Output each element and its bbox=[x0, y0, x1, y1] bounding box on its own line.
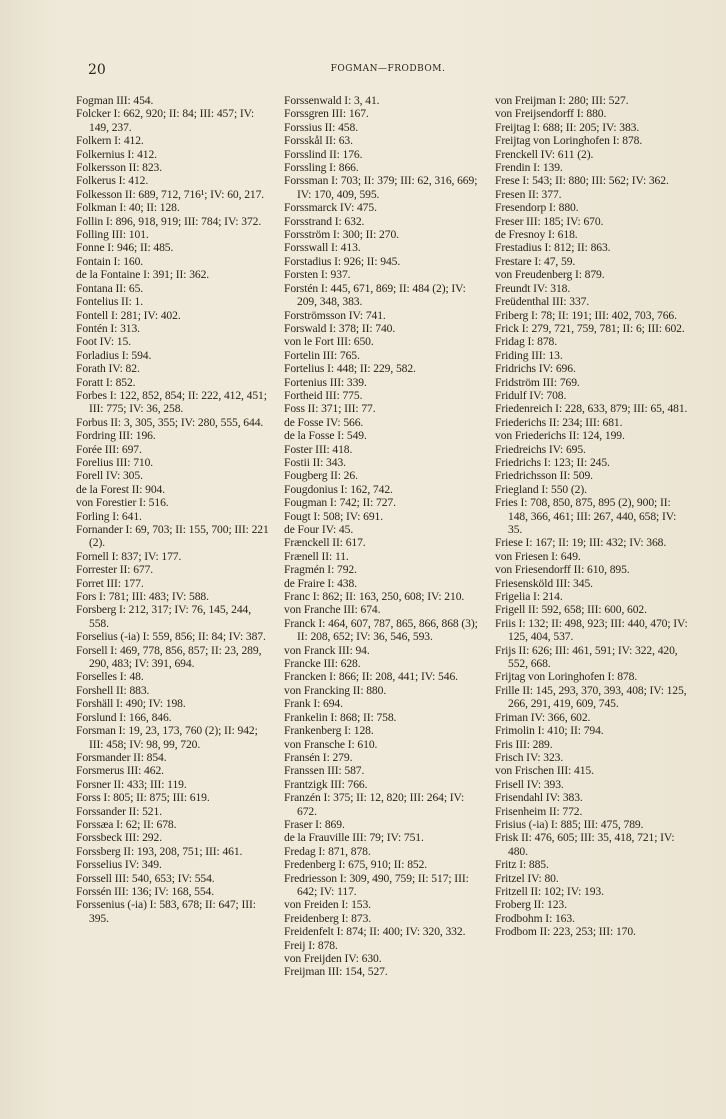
index-entry: Fougdonius I: 162, 742. bbox=[284, 482, 393, 496]
index-entry: Fonne I: 946; II: 485. bbox=[76, 241, 174, 255]
index-entry: von Freijsendorff I: 880. bbox=[495, 107, 607, 121]
index-entry: Frestadius I: 812; II: 863. bbox=[495, 241, 611, 255]
index-entry: Forstén I: 445, 671, 869; II: 484 (2); IV: 209, 348, 383. bbox=[284, 281, 466, 309]
index-entry: Fridag I: 878. bbox=[495, 335, 558, 349]
index-entry: Friederichs II: 234; III: 681. bbox=[495, 415, 623, 429]
index-entry: von le Fort III: 650. bbox=[284, 335, 374, 349]
index-entry: Forsell I: 469, 778, 856, 857; II: 23, 289, 290, 483; IV: 391, 694. bbox=[76, 643, 262, 671]
index-column-2 bbox=[284, 94, 480, 979]
index-entry: Forssén III: 136; IV: 168, 554. bbox=[76, 884, 215, 898]
index-entry: Fredenberg I: 675, 910; II: 852. bbox=[284, 858, 428, 872]
index-entry: Folkersson II: 823. bbox=[76, 161, 163, 175]
index-entry: Frijs II: 626; III: 461, 591; IV: 322, 420, 552, 668. bbox=[495, 643, 678, 671]
index-entry: de la Frauville III: 79; IV: 751. bbox=[284, 831, 424, 845]
index-entry: Friberg I: 78; II: 191; III: 402, 703, 766. bbox=[495, 308, 677, 322]
page-header bbox=[88, 62, 688, 78]
index-entry: Friding III: 13. bbox=[495, 348, 563, 362]
index-entry: Fortheid III: 775. bbox=[284, 388, 363, 402]
index-entry: Folling III: 101. bbox=[76, 228, 149, 242]
index-entry: Forsström I: 300; II: 270. bbox=[284, 228, 399, 242]
index-entry: Freij I: 878. bbox=[284, 938, 338, 952]
index-entry: Franzén I: 375; II: 12, 820; III: 264; IV: 672. bbox=[284, 791, 465, 818]
index-entry: de Fosse IV: 566. bbox=[284, 415, 364, 429]
index-entry: Forath IV: 82. bbox=[76, 362, 140, 376]
index-entry: Fragmén I: 792. bbox=[284, 563, 357, 577]
index-entry: Freijtag I: 688; II: 205; IV: 383. bbox=[495, 120, 640, 134]
index-entry: Fransén I: 279. bbox=[284, 750, 353, 764]
index-entry: de la Fosse I: 549. bbox=[284, 429, 367, 443]
index-entry: de Four IV: 45. bbox=[284, 523, 354, 536]
index-entry: Frick I: 279, 721, 759, 781; II: 6; III: 602. bbox=[495, 321, 685, 335]
index-entry: Fougberg II: 26. bbox=[284, 469, 358, 483]
page-number: 20 bbox=[88, 62, 106, 78]
index-entry: Fredriesson I: 309, 490, 759; II: 517; III: 642; IV: 117. bbox=[284, 871, 469, 898]
index-entry: Forswald I: 378; II: 740. bbox=[284, 321, 396, 335]
index-entry: Frille II: 145, 293, 370, 393, 408; IV: 125, 266, 291, 419, 609, 745. bbox=[495, 683, 687, 711]
index-entry: Forbus II: 3, 305, 355; IV: 280, 555, 644. bbox=[76, 415, 264, 429]
index-entry: Forstadius I: 926; II: 945. bbox=[284, 254, 401, 268]
index-entry: Folkernius I: 412. bbox=[76, 147, 157, 161]
index-entry: Franc I: 862; II: 163, 250, 608; IV: 210. bbox=[284, 590, 465, 604]
index-entry: Fontelius II: 1. bbox=[76, 295, 143, 309]
index-entry: Forell IV: 305. bbox=[76, 469, 143, 483]
index-entry: von Frischen III: 415. bbox=[495, 764, 594, 778]
index-entry: Fogman III: 454. bbox=[76, 94, 154, 107]
index-entry: Fontell I: 281; IV: 402. bbox=[76, 308, 181, 322]
index-entry: Fordring III: 196. bbox=[76, 429, 156, 443]
index-entry: Frodbom II: 223, 253; III: 170. bbox=[495, 925, 636, 939]
index-entry: Foss II: 371; III: 77. bbox=[284, 402, 376, 416]
index-entry: Frendin I: 139. bbox=[495, 161, 563, 175]
index-entry: Friedenreich I: 228, 633, 879; III: 65, 481. bbox=[495, 402, 688, 416]
index-entry: Folcker I: 662, 920; II: 84; III: 457; IV: 149, 237. bbox=[76, 107, 255, 134]
index-entry: Forshäll I: 490; IV: 198. bbox=[76, 697, 186, 711]
index-entry: de la Fontaine I: 391; II: 362. bbox=[76, 268, 210, 282]
index-entry: Forelius III: 710. bbox=[76, 455, 154, 469]
index-entry: Forshell II: 883. bbox=[76, 683, 150, 697]
index-entry: Forssæa I: 62; II: 678. bbox=[76, 817, 177, 831]
index-entry: Forssell III: 540, 653; IV: 554. bbox=[76, 871, 215, 885]
index-entry: Forling I: 641. bbox=[76, 509, 142, 523]
index-entry: Fostii II: 343. bbox=[284, 455, 346, 469]
index-entry: Freundt IV: 318. bbox=[495, 281, 571, 295]
index-entry: Forssling I: 866. bbox=[284, 161, 359, 175]
index-entry: Fortelin III: 765. bbox=[284, 348, 360, 362]
index-entry: Forssius II: 458. bbox=[284, 120, 358, 134]
index-entry: Freijman III: 154, 527. bbox=[284, 965, 388, 979]
index-entry: Fresendorp I: 880. bbox=[495, 201, 579, 215]
index-entry: Forbes I: 122, 852, 854; II: 222, 412, 451; III: 775; IV: 36, 258. bbox=[76, 388, 267, 416]
index-entry: de Fraire I: 438. bbox=[284, 576, 357, 590]
index-entry: von Freijman I: 280; III: 527. bbox=[495, 94, 629, 107]
index-entry: Forselius (-ia) I: 559, 856; II: 84; IV: 387. bbox=[76, 630, 266, 644]
index-column-3 bbox=[495, 94, 691, 939]
index-entry: Fraser I: 869. bbox=[284, 817, 345, 831]
index-entry: Froberg II: 123. bbox=[495, 898, 567, 912]
index-entry: Fornell I: 837; IV: 177. bbox=[76, 549, 182, 563]
index-entry: Frijtag von Loringhofen I: 878. bbox=[495, 670, 638, 684]
index-entry: Forsberg I: 212, 317; IV: 76, 145, 244, 558. bbox=[76, 603, 252, 630]
index-entry: Fries I: 708, 850, 875, 895 (2), 900; II: 148, 366, 461; III: 267, 440, 658; IV: 35. bbox=[495, 496, 677, 536]
index-entry: Frodbohm I: 163. bbox=[495, 911, 575, 925]
index-entry: Frisell IV: 393. bbox=[495, 777, 564, 791]
index-entry: Forsslind II: 176. bbox=[284, 147, 363, 161]
index-entry: de la Forest II: 904. bbox=[76, 482, 166, 496]
index-entry: Frantzigk III: 766. bbox=[284, 777, 368, 791]
index-entry: Forsman I: 19, 23, 173, 760 (2); II: 942; III: 458; IV: 98, 99, 720. bbox=[76, 724, 258, 751]
index-entry: Foratt I: 852. bbox=[76, 375, 136, 389]
index-entry: Frisch IV: 323. bbox=[495, 750, 564, 764]
index-entry: Frimolin I: 410; II: 794. bbox=[495, 724, 604, 738]
index-entry: von Fransche I: 610. bbox=[284, 737, 378, 751]
index-entry: von Freiden I: 153. bbox=[284, 898, 371, 912]
index-entry: Forselles I: 48. bbox=[76, 670, 144, 684]
index-entry: Fougman I: 742; II: 727. bbox=[284, 496, 396, 510]
index-entry: Folkesson II: 689, 712, 716¹; IV: 60, 217. bbox=[76, 187, 265, 201]
index-entry: Francken I: 866; II: 208, 441; IV: 546. bbox=[284, 670, 458, 684]
index-entry: de Fresnoy I: 618. bbox=[495, 228, 578, 242]
index-entry: Forsmerus III: 462. bbox=[76, 764, 164, 778]
index-entry: von Freudenberg I: 879. bbox=[495, 268, 605, 282]
index-entry: Forssander II: 521. bbox=[76, 804, 163, 818]
index-entry: Francke III: 628. bbox=[284, 657, 361, 671]
index-entry: Frankenberg I: 128. bbox=[284, 724, 374, 738]
index-entry: Folkman I: 40; II: 128. bbox=[76, 201, 180, 215]
index-entry: Fritzell II: 102; IV: 193. bbox=[495, 884, 604, 898]
index-entry: Fredag I: 871, 878. bbox=[284, 844, 371, 858]
index-entry: Forladius I: 594. bbox=[76, 348, 152, 362]
index-entry: Fresen II: 377. bbox=[495, 187, 562, 201]
index-entry: Folkern I: 412. bbox=[76, 134, 144, 148]
index-entry: Forée III: 697. bbox=[76, 442, 142, 456]
index-entry: Foster III: 418. bbox=[284, 442, 353, 456]
index-entry: von Francking II: 880. bbox=[284, 683, 387, 697]
index-entry: von Friesendorff II: 610, 895. bbox=[495, 563, 630, 577]
index-entry: Forssman I: 703; II: 379; III: 62, 316, 669; IV: 170, 409, 595. bbox=[284, 174, 478, 201]
index-entry: Friman IV: 366, 602. bbox=[495, 710, 591, 724]
index-entry: Follin I: 896, 918, 919; III: 784; IV: 372. bbox=[76, 214, 262, 228]
index-entry: Fridström III: 769. bbox=[495, 375, 580, 389]
index-entry: Freidenfelt I: 874; II: 400; IV: 320, 332. bbox=[284, 925, 466, 939]
index-entry: Fritz I: 885. bbox=[495, 858, 549, 872]
index-entry: Foot IV: 15. bbox=[76, 335, 131, 349]
index-entry: Fridulf IV: 708. bbox=[495, 388, 567, 402]
index-entry: Forssenwald I: 3, 41. bbox=[284, 94, 380, 107]
index-entry: von Forestier I: 516. bbox=[76, 496, 169, 510]
index-entry: Frisk II: 476, 605; III: 35, 418, 721; IV: 480. bbox=[495, 831, 675, 858]
index-entry: Friese I: 167; II: 19; III: 432; IV: 368. bbox=[495, 536, 667, 550]
index-entry: Friesensköld III: 345. bbox=[495, 576, 593, 590]
index-entry: Forssbeck III: 292. bbox=[76, 831, 163, 845]
running-title: FOGMAN—FRODBOM. bbox=[330, 64, 446, 74]
index-entry: Freidenberg I: 873. bbox=[284, 911, 372, 925]
index-entry: Forrester II: 677. bbox=[76, 563, 154, 577]
index-entry: Forströmsson IV: 741. bbox=[284, 308, 386, 322]
index-entry: Forsmander II: 854. bbox=[76, 750, 167, 764]
index-entry: Frisenheim II: 772. bbox=[495, 804, 583, 818]
index-entry: Forsselius IV: 349. bbox=[76, 858, 162, 872]
index-entry: Forssmarck IV: 475. bbox=[284, 201, 377, 215]
index-entry: von Freijden IV: 630. bbox=[284, 952, 382, 965]
index-entry: Forret III: 177. bbox=[76, 576, 144, 590]
index-entry: Forslund I: 166, 846. bbox=[76, 710, 172, 724]
index-entry: Forssberg II: 193, 208, 751; III: 461. bbox=[76, 844, 243, 858]
index-entry: von Franck III: 94. bbox=[284, 643, 370, 657]
index-entry: Freijtag von Loringhofen I: 878. bbox=[495, 134, 643, 148]
index-entry: Fritzel IV: 80. bbox=[495, 871, 559, 885]
index-entry: Frigelia I: 214. bbox=[495, 590, 563, 604]
index-entry: Forss I: 805; II: 875; III: 619. bbox=[76, 791, 210, 805]
index-entry: Frank I: 694. bbox=[284, 697, 343, 711]
index-column-1 bbox=[76, 94, 272, 925]
index-entry: Friedrichs I: 123; II: 245. bbox=[495, 455, 610, 469]
index-entry: Friis I: 132; II: 498, 923; III: 440, 470; IV: 125, 404, 537. bbox=[495, 616, 688, 644]
index-entry: Franssen III: 587. bbox=[284, 764, 365, 778]
index-entry: Frese I: 543; II: 880; III: 562; IV: 362. bbox=[495, 174, 669, 188]
index-entry: Forsstrand I: 632. bbox=[284, 214, 365, 228]
index-entry: von Friesen I: 649. bbox=[495, 549, 581, 563]
index-entry: Fontain I: 160. bbox=[76, 254, 144, 268]
index-entry: Frænell II: 11. bbox=[284, 549, 349, 563]
index-entry: Forssgren III: 167. bbox=[284, 107, 369, 121]
index-entry: Fontana II: 65. bbox=[76, 281, 144, 295]
index-entry: von Franche III: 674. bbox=[284, 603, 381, 617]
index-entry: Fors I: 781; III: 483; IV: 588. bbox=[76, 590, 209, 604]
index-entry: Fris III: 289. bbox=[495, 737, 553, 751]
index-entry: Friedrichsson II: 509. bbox=[495, 469, 593, 483]
index-entry: Forssenius (-ia) I: 583, 678; II: 647; III: 395. bbox=[76, 898, 256, 925]
index-entry: Fridrichs IV: 696. bbox=[495, 362, 576, 376]
index-entry: Forsner II: 433; III: 119. bbox=[76, 777, 187, 791]
index-entry: Fortenius III: 339. bbox=[284, 375, 367, 389]
index-entry: Folkerus I: 412. bbox=[76, 174, 149, 188]
index-entry: Franck I: 464, 607, 787, 865, 866, 868 (3); II: 208, 652; IV: 36, 546, 593. bbox=[284, 616, 478, 644]
index-entry: Fortelius I: 448; II: 229, 582. bbox=[284, 362, 416, 376]
index-entry: Forsswall I: 413. bbox=[284, 241, 361, 255]
index-entry: Frænckell II: 617. bbox=[284, 536, 366, 550]
index-entry: Frestare I: 47, 59. bbox=[495, 254, 576, 268]
index-entry: Fontén I: 313. bbox=[76, 321, 140, 335]
index-entry: Friedreichs IV: 695. bbox=[495, 442, 586, 456]
index-entry: Frigell II: 592, 658; III: 600, 602. bbox=[495, 603, 647, 617]
index-entry: Frisendahl IV: 383. bbox=[495, 791, 583, 805]
index-entry: Freüdenthal III: 337. bbox=[495, 295, 590, 309]
index-entry: Freser III: 185; IV: 670. bbox=[495, 214, 604, 228]
index-entry: Fougt I: 508; IV: 691. bbox=[284, 509, 384, 523]
index-entry: Frankelin I: 868; II: 758. bbox=[284, 710, 397, 724]
index-entry: Frenckell IV: 611 (2). bbox=[495, 147, 594, 161]
index-entry: Frisius (-ia) I: 885; III: 475, 789. bbox=[495, 817, 644, 831]
index-entry: Forsskål II: 63. bbox=[284, 134, 353, 148]
index-entry: von Friederichs II: 124, 199. bbox=[495, 429, 625, 443]
index-entry: Forsten I: 937. bbox=[284, 268, 351, 282]
index-entry: Fornander I: 69, 703; II: 155, 700; III: 221 (2). bbox=[76, 523, 269, 550]
index-entry: Friegland I: 550 (2). bbox=[495, 482, 587, 496]
